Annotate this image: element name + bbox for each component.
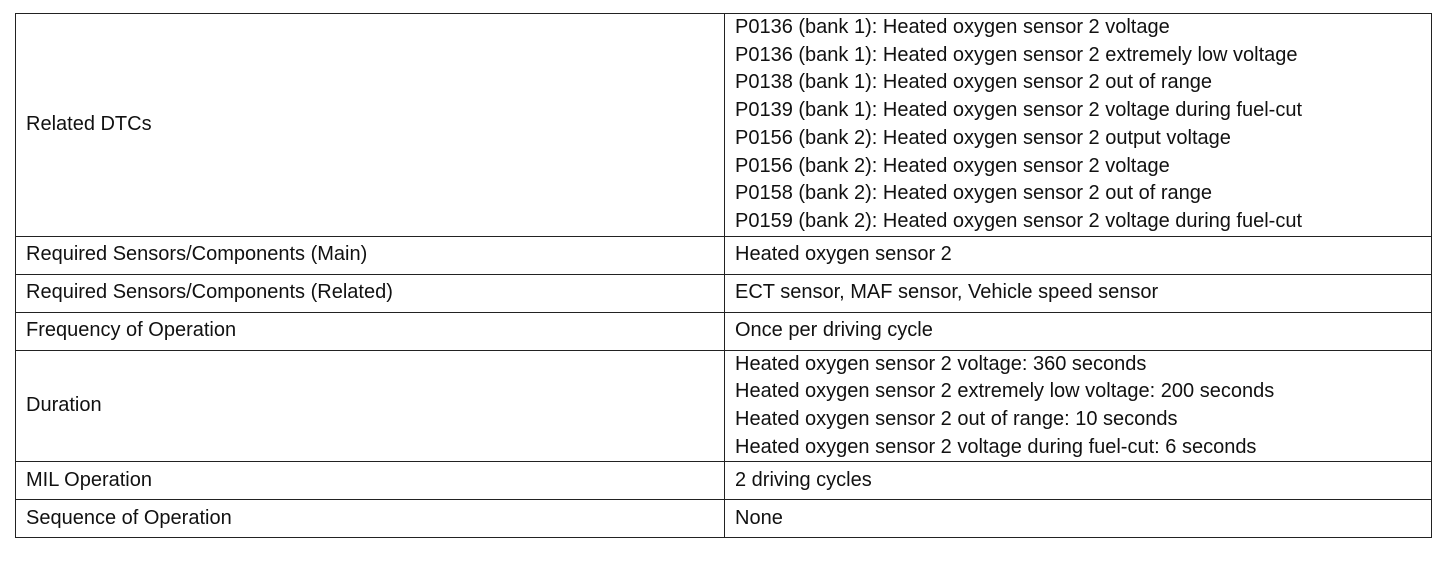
row-label: Required Sensors/Components (Related) (16, 274, 725, 312)
dtc-entry: P0139 (bank 1): Heated oxygen sensor 2 voltage during fuel-cut (735, 99, 1303, 122)
table-row-mil-operation (16, 462, 1432, 500)
table-row-duration (16, 350, 1432, 462)
row-label: Required Sensors/Components (Main) (16, 236, 725, 274)
row-value: Heated oxygen sensor 2 (725, 236, 1432, 274)
table-row-sequence (16, 500, 1432, 538)
row-value-list (725, 14, 1432, 237)
row-value: Once per driving cycle (725, 312, 1432, 350)
duration-entry: Heated oxygen sensor 2 extremely low voltage: 200 seconds (735, 380, 1275, 403)
row-value: None (725, 500, 1432, 538)
row-label: Sequence of Operation (16, 500, 725, 538)
table-row-required-main (16, 236, 1432, 274)
row-label: Related DTCs (16, 14, 725, 237)
dtc-entry: P0156 (bank 2): Heated oxygen sensor 2 output voltage (735, 126, 1231, 149)
dtc-entry: P0158 (bank 2): Heated oxygen sensor 2 out of range (735, 182, 1212, 205)
row-label: MIL Operation (16, 462, 725, 500)
table-row-required-related (16, 274, 1432, 312)
dtc-entry: P0156 (bank 2): Heated oxygen sensor 2 voltage (735, 154, 1170, 177)
table-row-related-dtcs (16, 14, 1432, 237)
row-value-list (725, 350, 1432, 462)
row-label: Duration (16, 350, 725, 462)
dtc-entry: P0136 (bank 1): Heated oxygen sensor 2 voltage (735, 16, 1170, 38)
dtc-entry: P0138 (bank 1): Heated oxygen sensor 2 out of range (735, 71, 1212, 94)
dtc-entry: P0159 (bank 2): Heated oxygen sensor 2 voltage during fuel-cut (735, 209, 1303, 232)
row-value: 2 driving cycles (725, 462, 1432, 500)
duration-entry: Heated oxygen sensor 2 voltage: 360 seconds (735, 352, 1147, 375)
table-row-frequency (16, 312, 1432, 350)
row-label: Frequency of Operation (16, 312, 725, 350)
duration-entry: Heated oxygen sensor 2 voltage during fuel-cut: 6 seconds (735, 435, 1257, 458)
monitor-spec-table (15, 13, 1432, 538)
dtc-entry: P0136 (bank 1): Heated oxygen sensor 2 extremely low voltage (735, 43, 1298, 66)
row-value: ECT sensor, MAF sensor, Vehicle speed sensor (725, 274, 1432, 312)
duration-entry: Heated oxygen sensor 2 out of range: 10 seconds (735, 408, 1178, 431)
